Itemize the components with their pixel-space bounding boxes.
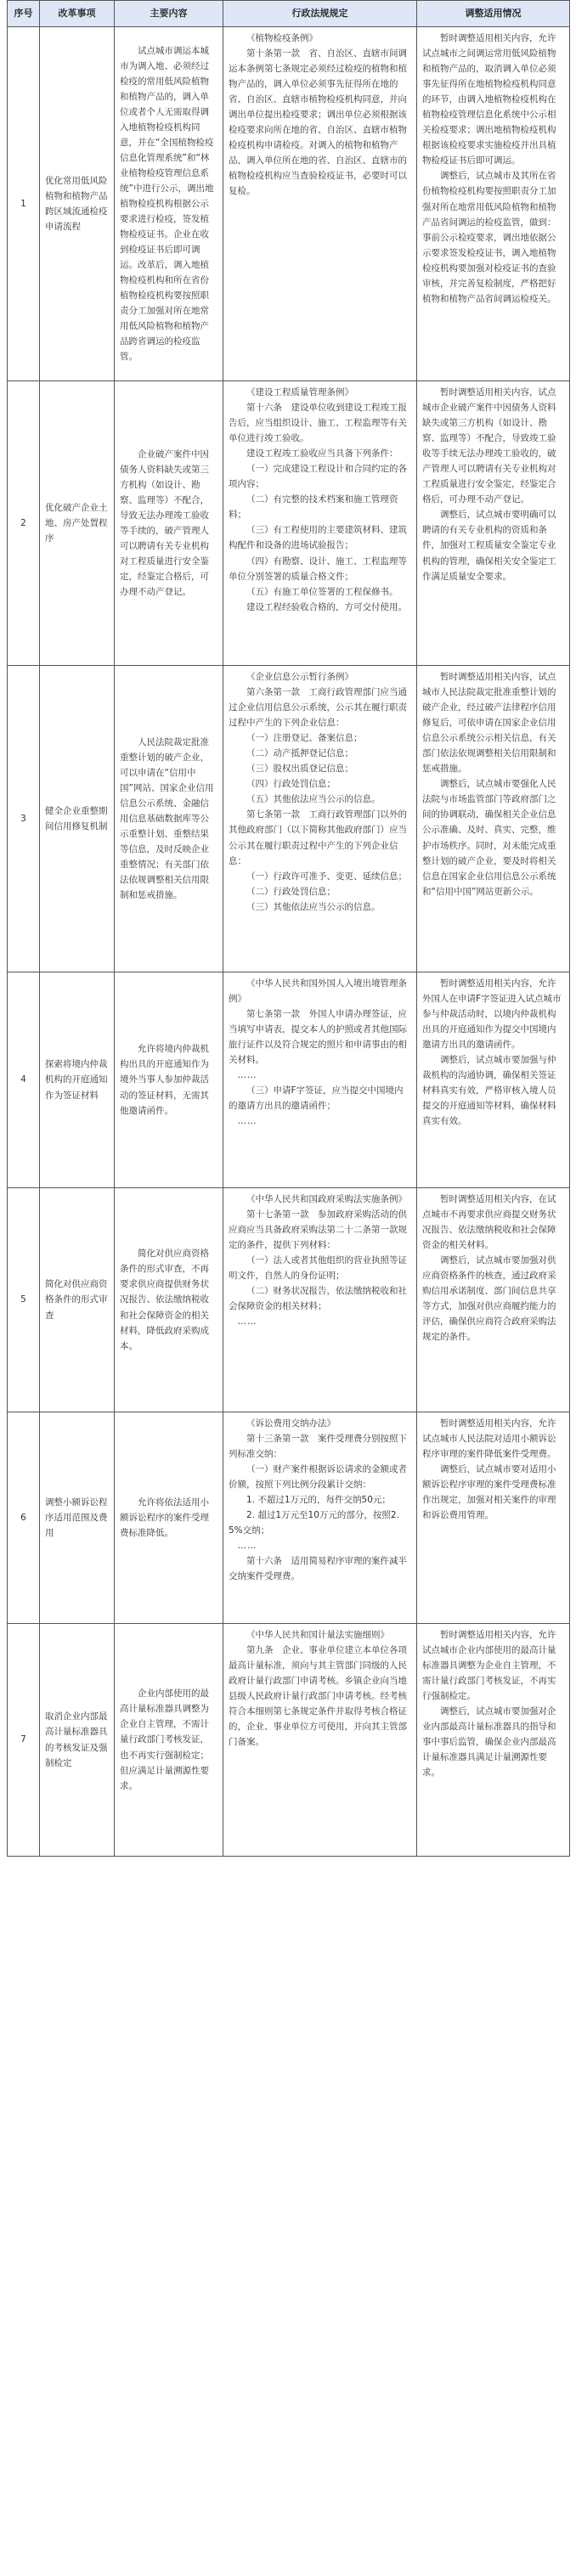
law-paragraph: （一）完成建设工程设计和合同约定的各项内容； bbox=[229, 464, 407, 490]
row-seq: 4 bbox=[8, 972, 40, 1188]
adjust-paragraph: 暂时调整适用相关内容，在试点城市不再要求供应商提交财务状况报告、依法缴纳税收和社会保障资金的相关材料。 bbox=[422, 1194, 556, 1251]
law-paragraph: （四）行政处罚信息； bbox=[246, 779, 336, 790]
law-paragraph: 1. 不超过1万元的，每件交纳50元； bbox=[246, 1495, 391, 1506]
law-paragraph: （三）股权出质登记信息； bbox=[246, 764, 353, 775]
law-paragraph: 第十六条 适用简易程序审理的案件减半交纳案件受理费。 bbox=[229, 1556, 407, 1582]
row-law bbox=[223, 1188, 417, 1412]
law-title: 《中华人民共和国外国人入境出境管理条例》 bbox=[229, 978, 407, 1005]
row-seq: 7 bbox=[8, 1624, 40, 1857]
row-law bbox=[223, 666, 417, 972]
table-row bbox=[8, 27, 570, 381]
row-content bbox=[115, 1624, 223, 1857]
law-paragraph: 第六条第一款 工商行政管理部门应当通过企业信用信息公示系统，公示其在履行职责过程中产生的下列企业信息： bbox=[229, 687, 407, 729]
row-item: 优化破产企业土地、房产处置程序 bbox=[40, 381, 115, 666]
content-paragraph: 试点城市调运本城市为调入地、必须经过检疫的常用低风险植物和植物产品的，调入单位或者个人无需取得调入地植物检疫机构同意，并在“全国植物检疫信息化管理系统”和“林业植物检疫管理信息系统”中进行公示，调出地植物检疫机构根据公示要求进行检疫，签发植物检疫证书。企业在收到检疫证书后即可调运。改革后，调入地植物检疫机构和所在省份植物检疫机构要按照职责分工加强对所在地常用低风险植物和植物产品跨省调运的检疫监管。 bbox=[120, 45, 214, 363]
header-content: 主要内容 bbox=[115, 1, 223, 27]
law-paragraph: （三）有工程使用的主要建筑材料、建筑构配件和设备的进场试验报告； bbox=[229, 525, 407, 551]
law-ellipsis: …… bbox=[237, 1116, 257, 1127]
adjust-paragraph: 调整后，试点城市要加强对企业内部最高计量标准器具的指导和事中事后监管，确保企业内部最高计量标准器具满足计量溯源性要求。 bbox=[422, 1706, 556, 1778]
law-paragraph: 第七条第一款 外国人申请办理签证，应当填写申请表，提交本人的护照或者其他国际旅行证件以及符合规定的照片和申请事由的相关材料。 bbox=[229, 1009, 407, 1066]
row-item: 取消企业内部最高计量标准器具的考核发证及强制检定 bbox=[40, 1624, 115, 1857]
table-row bbox=[8, 666, 570, 972]
law-ellipsis: …… bbox=[237, 1316, 257, 1327]
law-paragraph: 第十六条 建设单位收到建设工程竣工报告后，应当组织设计、施工、工程监理等有关单位进行竣工验收。 bbox=[229, 403, 407, 444]
row-content bbox=[115, 1412, 223, 1624]
row-law bbox=[223, 1412, 417, 1624]
row-seq: 6 bbox=[8, 1412, 40, 1624]
row-item: 探索将境内仲裁机构的开庭通知作为签证材料 bbox=[40, 972, 115, 1188]
adjust-paragraph: 暂时调整适用相关内容，允许试点城市之间调运常用低风险植物和植物产品的，取消调入单位必须事先征得所在地植物检疫机构同意的环节，由调入地植物检疫机构在植物检疫管理信息化系统中公示相关检疫要求；调出地植物检疫机构根据该检疫要求实施检疫并出具植物检疫证书后即可调运。 bbox=[422, 33, 556, 166]
row-law bbox=[223, 381, 417, 666]
law-paragraph: （三）其他依法应当公示的信息。 bbox=[246, 901, 381, 912]
table-row bbox=[8, 972, 570, 1188]
row-content bbox=[115, 381, 223, 666]
row-content bbox=[115, 27, 223, 381]
header-law: 行政法规规定 bbox=[223, 1, 417, 27]
content-paragraph: 企业内部使用的最高计量标准器具调整为企业自主管理，不需计量行政部门考核发证，也不再实行强制检定；但应满足计量溯源性要求。 bbox=[120, 1688, 209, 1791]
adjust-paragraph: 调整后，试点城市要加强与仲裁机构的沟通协调，确保相关签证材料真实有效，严格审核入境人员提交的开庭通知等材料，确保材料真实有效。 bbox=[422, 1055, 556, 1127]
adjust-paragraph: 调整后，试点城市要明确可以聘请的有关专业机构的资质和条件，加强对工程质量安全鉴定专业机构的管理，确保相关安全鉴定工作满足质量安全要求。 bbox=[422, 510, 556, 582]
law-paragraph: 建设工程经验收合格的，方可交付使用。 bbox=[246, 601, 407, 612]
law-paragraph: （一）财产案件根据诉讼请求的金额或者价额，按照下列比例分段累计交纳： bbox=[229, 1464, 407, 1491]
law-paragraph: 第十三条第一款 案件受理费分别按照下列标准交纳： bbox=[229, 1434, 407, 1460]
row-adjust bbox=[417, 381, 570, 666]
law-paragraph: （二）财务状况报告，依法缴纳税收和社会保障资金的相关材料； bbox=[229, 1286, 407, 1312]
row-content bbox=[115, 1188, 223, 1412]
header-item: 改革事项 bbox=[40, 1, 115, 27]
law-paragraph: 第十七条第一款 参加政府采购活动的供应商应当具备政府采购法第二十二条第一款规定的条件，提供下列材料： bbox=[229, 1209, 407, 1251]
law-paragraph: （五）有施工单位签署的工程保修书。 bbox=[246, 586, 398, 597]
reform-table bbox=[7, 0, 570, 1857]
table-row bbox=[8, 1624, 570, 1857]
row-law bbox=[223, 1624, 417, 1857]
law-title: 《诉讼费用交纳办法》 bbox=[246, 1418, 336, 1429]
row-item: 优化常用低风险植物和植物产品跨区域流通检疫申请流程 bbox=[40, 27, 115, 381]
law-title: 《建设工程质量管理条例》 bbox=[246, 387, 353, 397]
law-paragraph: 第九条 企业、事业单位建立本单位各项最高计量标准，须向与其主管部门同级的人民政府计量行政部门申请考核。乡镇企业向当地县级人民政府计量行政部门申请考核。经考核符合本细则第七条规定条件并取得考核合格证的，企业、事业单位方可使用，并向其主管部门备案。 bbox=[229, 1645, 407, 1748]
adjust-paragraph: 暂时调整适用相关内容，试点城市企业破产案件中因债务人资料缺失或第三方机构（如设计、勘察、监理等）不配合，导致竣工验收等手续无法办理竣工验收的，破产管理人可以聘请有关专业机构对工程质量进行安全鉴定，经鉴定合格后，可办理不动产登记。 bbox=[422, 387, 556, 505]
adjust-paragraph: 暂时调整适用相关内容，允许试点城市人民法院对适用小额诉讼程序审理的案件降低案件受理费。 bbox=[422, 1418, 556, 1460]
row-adjust bbox=[417, 972, 570, 1188]
row-content bbox=[115, 666, 223, 972]
law-paragraph: （四）有勘察、设计、施工、工程监理等单位分别签署的质量合格文件； bbox=[229, 555, 407, 582]
row-adjust bbox=[417, 666, 570, 972]
law-paragraph: （一）法人或者其他组织的营业执照等证明文件，自然人的身份证明； bbox=[229, 1255, 407, 1282]
law-title: 《植物检疫条例》 bbox=[246, 33, 318, 43]
adjust-paragraph: 暂时调整适用相关内容，允许试点城市企业内部使用的最高计量标准器具调整为企业自主管理，不需计量行政部门考核发证，不再实行强制检定。 bbox=[422, 1630, 556, 1702]
table-row bbox=[8, 1412, 570, 1624]
row-seq: 3 bbox=[8, 666, 40, 972]
law-paragraph: （二）动产抵押登记信息； bbox=[246, 748, 353, 759]
row-law bbox=[223, 972, 417, 1188]
law-paragraph: 建设工程竣工验收应当具备下列条件： bbox=[246, 448, 398, 459]
row-seq: 1 bbox=[8, 27, 40, 381]
law-title: 《中华人民共和国计量法实施细则》 bbox=[246, 1630, 389, 1640]
content-paragraph: 企业破产案件中因债务人资料缺失或第三方机构（如设计、勘察、监理等）不配合，导致无法办理竣工验收等手续的，破产管理人可以聘请有关专业机构对工程质量进行安全鉴定，经鉴定合格后，可办理不动产登记。 bbox=[120, 448, 209, 598]
law-title: 《企业信息公示暂行条例》 bbox=[246, 672, 353, 682]
table-row bbox=[8, 381, 570, 666]
row-seq: 2 bbox=[8, 381, 40, 666]
row-adjust bbox=[417, 1624, 570, 1857]
law-paragraph: 2. 超过1万元至10万元的部分，按照2.5%交纳； bbox=[229, 1510, 399, 1536]
adjust-paragraph: 调整后，试点城市要强化人民法院与市场监管部门等政府部门之间的协调联动，确保相关企业信息公示准确、及时、真实、完整，维护市场秩序。同时，对未能完成重整计划的破产企业，要及时将相关信息在国家企业信用信息公示系统和“信用中国”网站更新公示。 bbox=[422, 779, 556, 897]
header-adjust: 调整适用情况 bbox=[417, 1, 570, 27]
law-paragraph: （五）其他依法应当公示的信息。 bbox=[246, 794, 381, 805]
law-paragraph: （一）注册登记、备案信息； bbox=[246, 733, 363, 744]
law-title: 《中华人民共和国政府采购法实施条例》 bbox=[246, 1194, 407, 1204]
row-item: 健全企业重整期间信用修复机制 bbox=[40, 666, 115, 972]
law-paragraph: （三）申请F字签证，应当提交中国境内的邀请方出具的邀请函件； bbox=[229, 1085, 404, 1112]
table-header-row bbox=[8, 1, 570, 27]
law-ellipsis: …… bbox=[237, 1541, 257, 1552]
adjust-paragraph: 调整后，试点城市要对适用小额诉讼程序审理的案件受理费标准作出规定，加强对相关案件的审理和诉讼费用管理。 bbox=[422, 1464, 556, 1521]
row-adjust bbox=[417, 1188, 570, 1412]
adjust-paragraph: 暂时调整适用相关内容，试点城市人民法院裁定批准重整计划的破产企业，经过破产法律程序信用修复后，可依申请在国家企业信用信息公示系统公示相关信息，有关部门依法依规调整相关信用限制和惩戒措施。 bbox=[422, 672, 556, 775]
content-paragraph: 简化对供应商资格条件的形式审查，不再要求供应商提供财务状况报告、依法缴纳税收和社会保障资金的相关材料，降低政府采购成本。 bbox=[120, 1249, 209, 1351]
law-paragraph: （二）有完整的技术档案和施工管理资料； bbox=[229, 494, 398, 521]
law-paragraph: （一）行政许可准予、变更、延续信息； bbox=[246, 871, 407, 882]
row-content bbox=[115, 972, 223, 1188]
adjust-paragraph: 暂时调整适用相关内容，允许外国人在申请F字签证进入试点城市参与仲裁活动时，以境内仲裁机构出具的开庭通知作为提交中国境内邀请方出具的邀请函件。 bbox=[422, 978, 562, 1051]
row-adjust bbox=[417, 1412, 570, 1624]
content-paragraph: 允许将依法适用小额诉讼程序的案件受理费标准降低。 bbox=[120, 1497, 209, 1539]
content-paragraph: 人民法院裁定批准重整计划的破产企业，可以申请在“信用中国”网站、国家企业信用信息公示系统、金融信用信息基础数据库等公示重整计划、重整结果等信息，及时反映企业重整情况；有关部门依法依规调整相关信用限制和惩戒措施。 bbox=[120, 736, 214, 901]
law-paragraph: 第七条第一款 工商行政管理部门以外的其他政府部门（以下简称其他政府部门）应当公示其在履行职责过程中产生的下列企业信息： bbox=[229, 809, 407, 866]
adjust-paragraph: 调整后，试点城市要加强对供应商资格条件的核查，通过政府采购信用承诺制度、部门间信息共享等方式，加强对供应商履约能力的评估，确保供应商符合政府采购法规定的条件。 bbox=[422, 1255, 556, 1343]
header-seq: 序号 bbox=[8, 1, 40, 27]
row-seq: 5 bbox=[8, 1188, 40, 1412]
row-item: 简化对供应商资格条件的形式审查 bbox=[40, 1188, 115, 1412]
table-row bbox=[8, 1188, 570, 1412]
row-item: 调整小额诉讼程序适用范围及费用 bbox=[40, 1412, 115, 1624]
content-paragraph: 允许将境内仲裁机构出具的开庭通知作为境外当事人参加仲裁活动的签证材料，无需其他邀请函件。 bbox=[120, 1044, 209, 1116]
law-paragraph: 第十条第一款 省、自治区、直辖市间调运本条例第七条规定必须经过检疫的植物和植物产品的，调入单位必须事先征得所在地的省、自治区、直辖市植物检疫机构同意，并向调出单位提出检疫要求；调出单位必须根据该检疫要求向所在地的省、自治区、直辖市植物检疫机构申请检疫。对调入的植物和植物产品，调入单位所在地的省、自治区、直辖市的植物检疫机构应当查验检疫证书，必要时可以复检。 bbox=[229, 48, 407, 197]
row-adjust bbox=[417, 27, 570, 381]
law-paragraph: （二）行政处罚信息； bbox=[246, 886, 336, 897]
adjust-paragraph: 调整后，试点城市及其所在省份植物检疫机构要按照职责分工加强对所在地常用低风险植物和植物产品省间调运的检疫监管，做到：事前公示检疫要求，调出地依据公示要求签发检疫证书，调入地植物检疫机构要加强对检疫证书的查验审核，并完善复检制度，严格把好植物和植物产品省间调运检疫关。 bbox=[422, 171, 556, 304]
row-law bbox=[223, 27, 417, 381]
law-ellipsis: …… bbox=[237, 1070, 257, 1081]
